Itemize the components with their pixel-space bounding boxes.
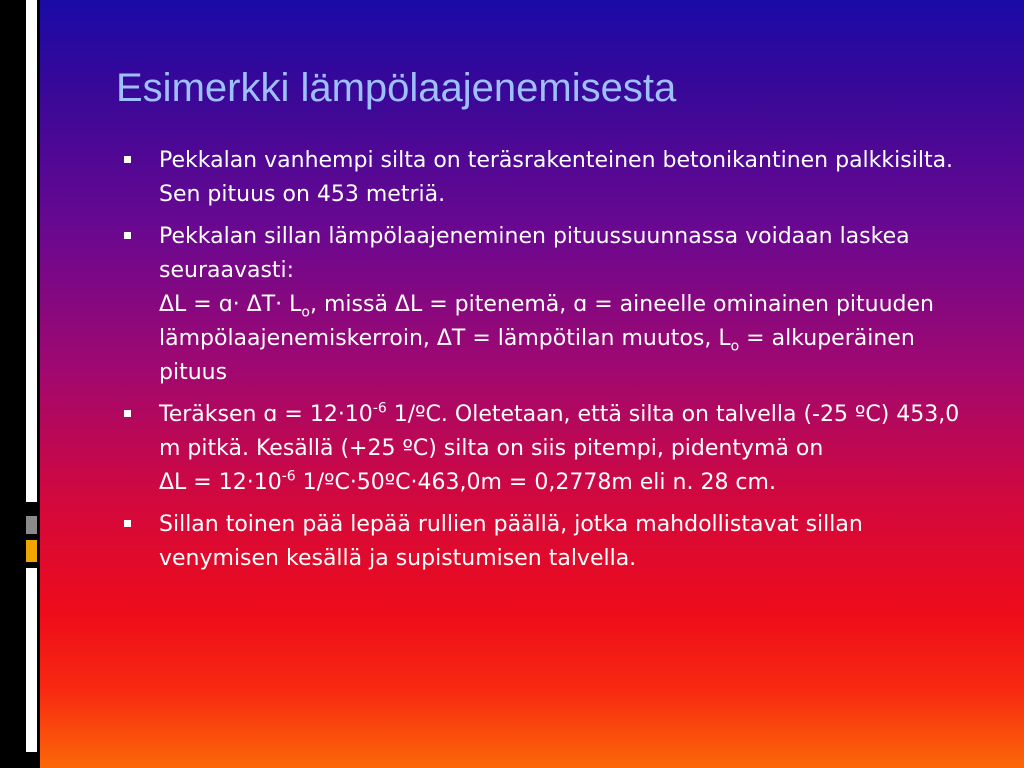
bullet-item-2 [124,220,974,390]
formula-part-a: ΔL = ɑ· ΔT· L [159,292,302,317]
decor-bar-white-bottom [26,568,37,752]
bullet-2-line1: Pekkalan sillan lämpölaajeneminen pituussuunnassa voidaan laskea seuraavasti: [159,224,910,283]
formula-part-c: = alkuperäinen pituus [159,326,915,385]
bullet-item-3 [124,398,974,500]
decor-bar-white-top [26,0,37,502]
bullet-3-text-2: 1/ºC. Oletetaan, että silta on talvella (-25 ºC) 453,0 m pitkä. Kesällä (+25 ºC) silta on siis pitempi, pidentymä on [159,402,960,461]
superscript-2: -6 [281,468,296,485]
slide-title: Esimerkki lämpölaajenemisesta [116,66,677,110]
decor-bar-orange [26,540,37,562]
bullet-square-icon [124,410,131,417]
bullet-item-1 [124,144,974,212]
decor-bar-grey [26,516,37,534]
formula-part-b: , missä ΔL = pitenemä, ɑ = aineelle ominainen pituuden lämpölaajenemiskerroin, ΔT = lämpötilan muutos, L [159,292,935,351]
bullet-item-4 [124,508,974,576]
bullet-list [124,144,974,584]
bullet-square-icon [124,520,131,527]
superscript-1: -6 [372,400,387,417]
subscript-o-1: o [301,304,310,321]
bullet-1-text: Pekkalan vanhempi silta on teräsrakenteinen betonikantinen palkkisilta. Sen pituus on 453 metriä. [159,148,954,207]
bullet-3-text-1: Teräksen ɑ = 12·10 [159,402,373,427]
bullet-square-icon [124,156,131,163]
bullet-4-text: Sillan toinen pää lepää rullien päällä, jotka mahdollistavat sillan venymisen kesällä ja supistumisen talvella. [159,512,863,571]
subscript-o-2: o [730,338,740,355]
bullet-3-text-4: 1/ºC·50ºC·463,0m = 0,2778m eli n. 28 cm. [295,470,776,495]
bullet-3-text-3: ΔL = 12·10 [159,470,282,495]
bullet-square-icon [124,232,131,239]
